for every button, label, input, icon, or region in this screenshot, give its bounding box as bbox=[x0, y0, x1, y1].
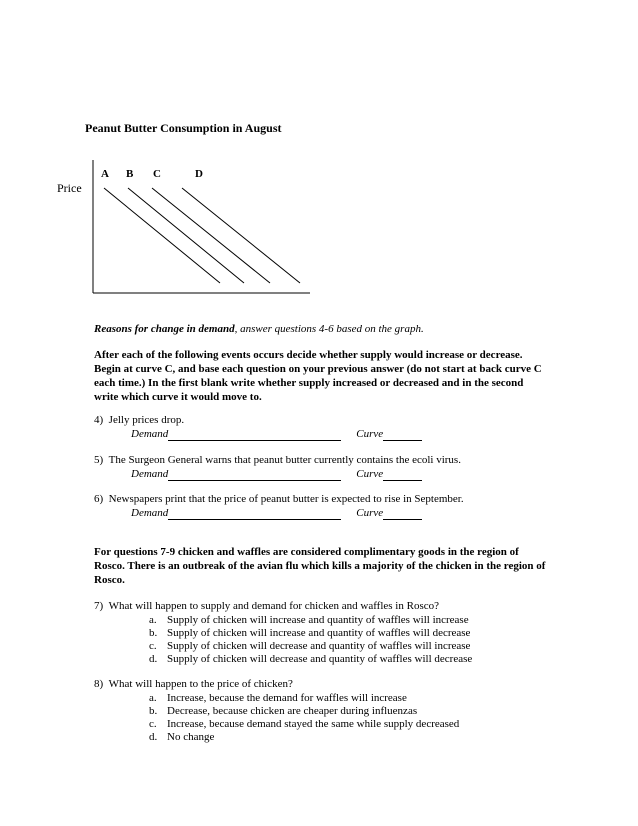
option-text: Supply of chicken will increase and quantity of waffles will increase bbox=[167, 613, 469, 626]
reasons-rest: , answer questions 4-6 based on the graph. bbox=[234, 323, 424, 335]
question-text: Newspapers print that the price of peanut butter is expected to rise in September. bbox=[108, 493, 464, 505]
answer-option[interactable] bbox=[94, 731, 459, 744]
question-text: What will happen to the price of chicken? bbox=[108, 678, 293, 690]
answer-option[interactable] bbox=[94, 640, 472, 653]
curve-label: Curve bbox=[356, 427, 384, 440]
reasons-heading bbox=[94, 322, 554, 336]
demand-label: Demand bbox=[131, 506, 169, 519]
demand-curve-b bbox=[128, 188, 244, 283]
answer-option[interactable] bbox=[94, 614, 472, 627]
option-letter: b. bbox=[149, 626, 158, 639]
question-text: The Surgeon General warns that peanut butter currently contains the ecoli virus. bbox=[108, 454, 461, 466]
demand-answer-blank[interactable] bbox=[168, 508, 341, 520]
question-8 bbox=[94, 678, 459, 744]
demand-curve-c bbox=[152, 188, 270, 283]
option-text: Supply of chicken will decrease and quantity of waffles will increase bbox=[167, 639, 471, 652]
question-4 bbox=[94, 414, 422, 441]
question-number: 4) bbox=[94, 414, 104, 426]
option-text: Supply of chicken will decrease and quantity of waffles will decrease bbox=[167, 653, 473, 666]
demand-curves-graph bbox=[90, 160, 320, 300]
option-text: Increase, because the demand for waffles will increase bbox=[167, 691, 407, 704]
complement-note: For questions 7-9 chicken and waffles are considered complimentary goods in the region of Rosco. There is an outbreak of the avian flu which kills a majority of the chicken in the region of Rosco. bbox=[94, 546, 546, 586]
question-number: 8) bbox=[94, 678, 104, 690]
demand-curve-d bbox=[182, 188, 300, 283]
curve-label: Curve bbox=[356, 467, 384, 480]
answer-option[interactable] bbox=[94, 627, 472, 640]
answer-option[interactable] bbox=[94, 718, 459, 731]
curve-label: Curve bbox=[356, 506, 384, 519]
option-text: No change bbox=[167, 731, 215, 744]
answer-option[interactable] bbox=[94, 692, 459, 705]
option-letter: d. bbox=[149, 653, 158, 666]
instructions: After each of the following events occurs decide whether supply would increase or decrease. Begin at curve C, and base each question on your previous answer (do not start at back curve C each time.) In the first blank write whether supply increased or decreased and in the second write which curve it would move to. bbox=[94, 349, 542, 403]
curve-label-c: C bbox=[153, 168, 161, 180]
curve-answer-blank[interactable] bbox=[383, 469, 422, 481]
reasons-lead: Reasons for change in demand bbox=[94, 323, 235, 335]
option-letter: c. bbox=[149, 639, 157, 652]
option-letter: a. bbox=[149, 691, 157, 704]
option-text: Supply of chicken will increase and quantity of waffles will decrease bbox=[167, 626, 471, 639]
worksheet-title: Peanut Butter Consumption in August bbox=[85, 121, 282, 135]
question-6 bbox=[94, 493, 464, 520]
question-text: Jelly prices drop. bbox=[108, 414, 185, 426]
question-7 bbox=[94, 600, 472, 666]
demand-answer-blank[interactable] bbox=[168, 469, 341, 481]
question-5 bbox=[94, 454, 461, 481]
option-text: Increase, because demand stayed the same while supply decreased bbox=[167, 717, 460, 730]
demand-answer-blank[interactable] bbox=[168, 429, 341, 441]
question-number: 7) bbox=[94, 600, 104, 612]
demand-curve-a bbox=[104, 188, 220, 283]
curve-answer-blank[interactable] bbox=[383, 429, 422, 441]
answer-option[interactable] bbox=[94, 653, 472, 666]
option-letter: d. bbox=[149, 731, 158, 744]
question-number: 5) bbox=[94, 454, 104, 466]
demand-label: Demand bbox=[131, 467, 169, 480]
curve-answer-blank[interactable] bbox=[383, 508, 422, 520]
curve-label-d: D bbox=[195, 168, 203, 180]
curve-label-a: A bbox=[101, 168, 109, 180]
option-letter: c. bbox=[149, 717, 157, 730]
demand-label: Demand bbox=[131, 427, 169, 440]
option-letter: b. bbox=[149, 704, 158, 717]
answer-option[interactable] bbox=[94, 705, 459, 718]
option-letter: a. bbox=[149, 613, 157, 626]
curve-label-b: B bbox=[126, 168, 134, 180]
question-number: 6) bbox=[94, 493, 104, 505]
option-text: Decrease, because chicken are cheaper during influenzas bbox=[167, 704, 418, 717]
y-axis-label: Price bbox=[57, 181, 82, 195]
question-text: What will happen to supply and demand for chicken and waffles in Rosco? bbox=[108, 600, 439, 612]
